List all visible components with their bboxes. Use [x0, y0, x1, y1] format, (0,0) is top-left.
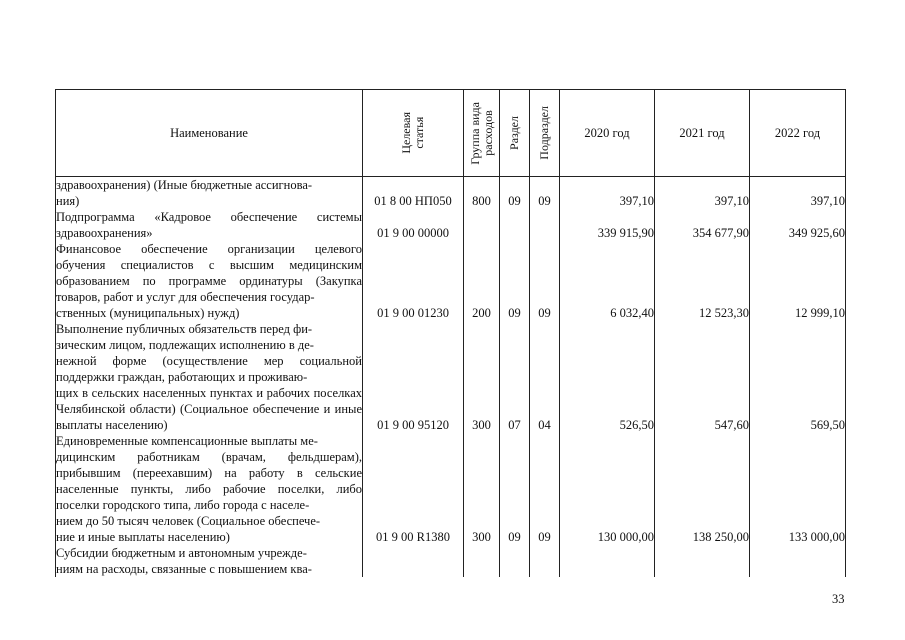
- row-code: 01 9 00 95120: [363, 321, 464, 433]
- row-2021: 12 523,30: [655, 241, 750, 321]
- row-2022: 397,10: [750, 177, 846, 210]
- row-group: 200: [464, 241, 500, 321]
- row-section: [500, 545, 530, 577]
- row-subsection: 04: [530, 321, 560, 433]
- row-group: 800: [464, 177, 500, 210]
- row-2022: 133 000,00: [750, 433, 846, 545]
- row-subsection: 09: [530, 433, 560, 545]
- row-2021: 138 250,00: [655, 433, 750, 545]
- header-subsection: Подраздел: [530, 90, 560, 177]
- row-subsection: 09: [530, 177, 560, 210]
- row-code: [363, 545, 464, 577]
- row-code: 01 9 00 R1380: [363, 433, 464, 545]
- row-2022: [750, 545, 846, 577]
- row-section: 09: [500, 433, 530, 545]
- table-row: [56, 177, 846, 210]
- row-name: здравоохранения) (Иные бюджетные ассигнова- ния): [56, 177, 363, 210]
- row-section: 07: [500, 321, 530, 433]
- row-subsection: [530, 545, 560, 577]
- header-2022: 2022 год: [750, 90, 846, 177]
- row-code: 01 9 00 01230: [363, 241, 464, 321]
- row-2021: 547,60: [655, 321, 750, 433]
- header-expense-group: Группа вида расходов: [464, 90, 500, 177]
- row-2020: 130 000,00: [560, 433, 655, 545]
- header-2021: 2021 год: [655, 90, 750, 177]
- row-name: Финансовое обеспечение организации целевого обучения специалистов с высшим медицинским образованием по программе ординатуры (Закупка товаров, работ и услуг для обеспечения государ- ственных (муниципальных) нужд): [56, 242, 362, 320]
- row-group: 300: [464, 433, 500, 545]
- page-number: 33: [832, 592, 845, 606]
- row-code: 01 8 00 НП050: [363, 177, 464, 210]
- row-2020: [560, 545, 655, 577]
- row-name: Подпрограмма «Кадровое обеспечение системы здравоохранения»: [56, 210, 362, 240]
- table-row: [56, 241, 846, 321]
- row-2021: 354 677,90: [655, 209, 750, 241]
- table-row: [56, 433, 846, 545]
- row-group: 300: [464, 321, 500, 433]
- header-name: Наименование: [56, 90, 363, 177]
- row-2022: 12 999,10: [750, 241, 846, 321]
- header-target-article: Целевая статья: [363, 90, 464, 177]
- row-2022: 349 925,60: [750, 209, 846, 241]
- header-section: Раздел: [500, 90, 530, 177]
- row-2020: 397,10: [560, 177, 655, 210]
- table-header-row: [56, 90, 846, 177]
- row-subsection: [530, 209, 560, 241]
- row-section: [500, 209, 530, 241]
- row-2020: 339 915,90: [560, 209, 655, 241]
- table-row: [56, 545, 846, 577]
- row-group: [464, 209, 500, 241]
- row-subsection: 09: [530, 241, 560, 321]
- row-2020: 6 032,40: [560, 241, 655, 321]
- row-group: [464, 545, 500, 577]
- row-section: 09: [500, 177, 530, 210]
- row-section: 09: [500, 241, 530, 321]
- row-name: Выполнение публичных обязательств перед фи- зическим лицом, подлежащих исполнению в де- нежной форме (осуществление мер социальной поддержки граждан, работающих и проживаю- щих в сельских населенных пунктах и рабочих поселках Челябинской области) (Социальное обеспечение и иные выплаты населению): [56, 322, 362, 432]
- table-row: [56, 321, 846, 433]
- row-name: Субсидии бюджетным и автономным учрежде- ниям на расходы, связанные с повышением ква-: [56, 545, 363, 577]
- row-name: Единовременные компенсационные выплаты ме- дицинским работникам (врачам, фельдшерам), прибывшим (переехавшим) на работу в сельские населенные пункты, либо рабочие поселки, либо поселки городского типа, либо города с населе- нием до 50 тысяч человек (Социальное обеспече- ние и иные выплаты населению): [56, 434, 362, 544]
- header-2020: 2020 год: [560, 90, 655, 177]
- row-2021: [655, 545, 750, 577]
- row-2021: 397,10: [655, 177, 750, 210]
- row-2020: 526,50: [560, 321, 655, 433]
- budget-table: [55, 89, 846, 577]
- table-row: [56, 209, 846, 241]
- row-2022: 569,50: [750, 321, 846, 433]
- row-code: 01 9 00 00000: [363, 209, 464, 241]
